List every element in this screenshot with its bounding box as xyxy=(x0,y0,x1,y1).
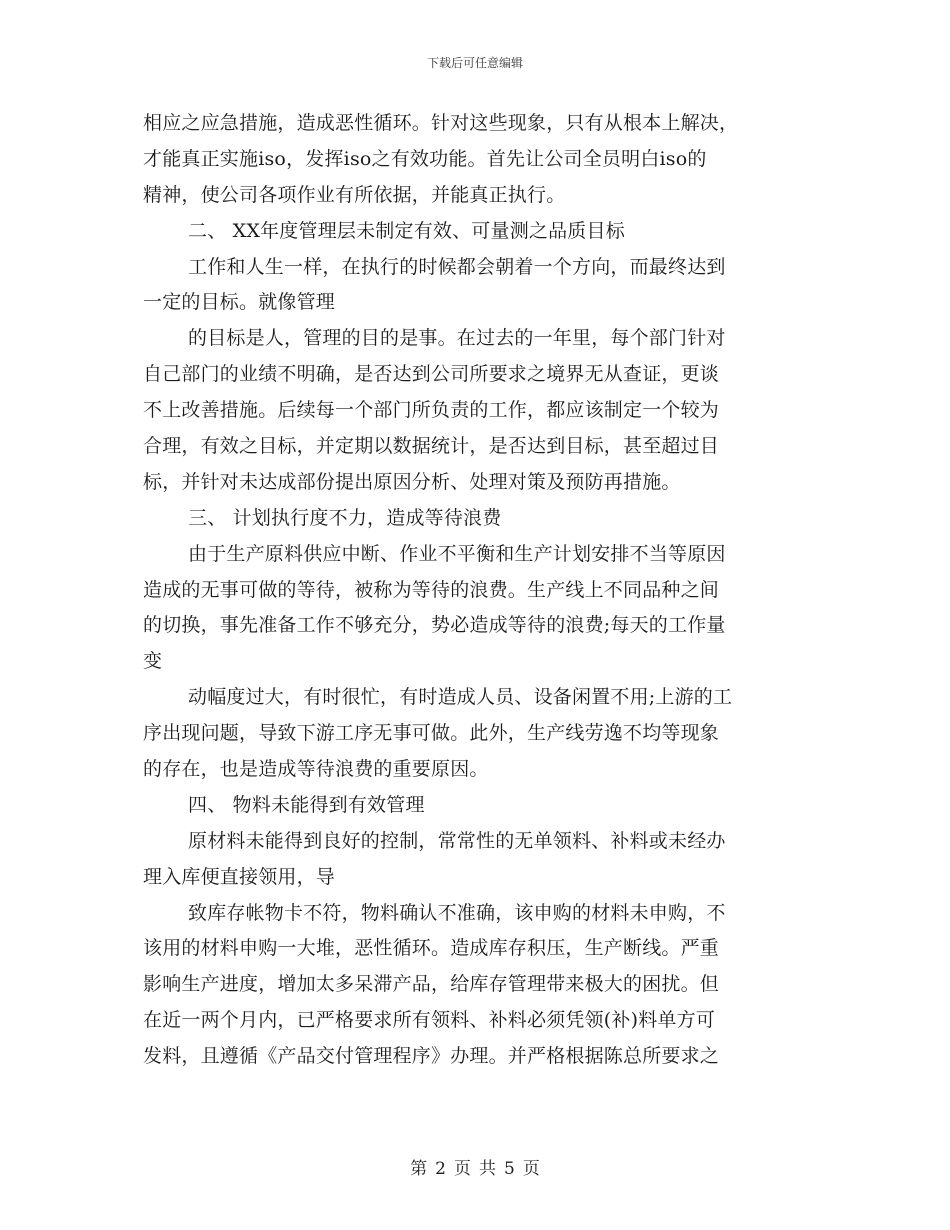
text-line: 理入库便直接领用，导 xyxy=(143,865,336,888)
text-line: 合理，有效之目标，并定期以数据统计，是否达到目标，甚至超过目 xyxy=(143,435,720,458)
text-line: 精神，使公司各项作业有所依据，并能真正执行。 xyxy=(143,183,566,206)
text-line: 由于生产原料供应中断、作业不平衡和生产计划安排不当等原因 xyxy=(188,542,726,565)
text-line: 二、 XX年度管理层未制定有效、可量测之品质目标 xyxy=(188,219,625,242)
document-body xyxy=(143,106,808,1075)
text-line: 造成的无事可做的等待，被称为等待的浪费。生产线上不同品种之间 xyxy=(143,578,720,601)
text-line: 原材料未能得到良好的控制，常常性的无单领料、补料或未经办 xyxy=(188,829,726,852)
text-line: 该用的材料申购一大堆，恶性循环。造成库存积压，生产断线。严重 xyxy=(143,937,720,960)
text-line: 变 xyxy=(143,650,163,673)
text-line: 标，并针对未达成部份提出原因分析、处理对策及预防再措施。 xyxy=(143,470,681,493)
total-prefix: 共 xyxy=(479,1159,496,1179)
text-line: 相应之应急措施，造成恶性循环。针对这些现象，只有从根本上解决， xyxy=(143,112,739,134)
text-line: 工作和人生一样，在执行的时候都会朝着一个方向，而最终达到 xyxy=(188,255,726,278)
page-number: 2 xyxy=(435,1159,446,1179)
text-line: 的切换，事先准备工作不够充分，势必造成等待的浪费;每天的工作量 xyxy=(143,614,726,637)
total-pages: 5 xyxy=(504,1159,515,1179)
page-suffix: 页 xyxy=(454,1159,471,1179)
text-line: 发料，且遵循《产品交付管理程序》办理。并严格根据陈总所要求之 xyxy=(143,1045,720,1068)
text-line: 在近一两个月内，已严格要求所有领料、补料必须凭领(补)料单方可 xyxy=(143,1009,716,1032)
text-line: 四、 物料未能得到有效管理 xyxy=(188,793,425,816)
text-line: 三、 计划执行度不力，造成等待浪费 xyxy=(188,506,502,529)
text-line: 才能真正实施iso，发挥iso之有效功能。首先让公司全员明白iso的 xyxy=(143,147,707,170)
page-footer xyxy=(0,1154,950,1179)
text-line: 影响生产进度，增加太多呆滞产品，给库存管理带来极大的困扰。但 xyxy=(143,973,720,996)
text-line: 不上改善措施。后续每一个部门所负责的工作，都应该制定一个较为 xyxy=(143,399,720,422)
text-line: 的目标是人，管理的目的是事。在过去的一年里，每个部门针对 xyxy=(188,327,726,350)
text-line: 一定的目标。就像管理 xyxy=(143,291,336,314)
page-header: 下载后可任意编辑 xyxy=(426,56,523,70)
text-line: 序出现问题，导致下游工序无事可做。此外，生产线劳逸不均等现象 xyxy=(143,722,720,745)
text-line: 动幅度过大，有时很忙，有时造成人员、设备闲置不用;上游的工 xyxy=(188,686,733,709)
total-suffix: 页 xyxy=(522,1159,540,1179)
text-line: 自己部门的业绩不明确，是否达到公司所要求之境界无从查证，更谈 xyxy=(143,363,720,386)
text-line: 致库存帐物卡不符，物料确认不准确，该申购的材料未申购，不 xyxy=(188,901,726,924)
text-line: 的存在，也是造成等待浪费的重要原因。 xyxy=(143,758,489,781)
page-prefix: 第 xyxy=(410,1159,428,1179)
